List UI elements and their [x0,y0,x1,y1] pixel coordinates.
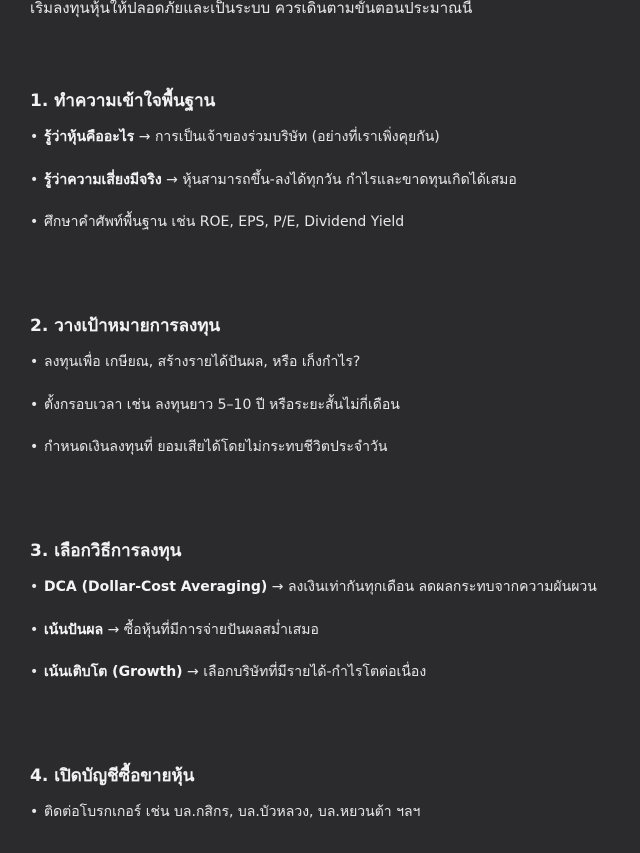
bullet-icon: • [30,439,39,455]
section-title: 2. วางเป้าหมายการลงทุน [30,316,221,336]
bullet-icon: • [30,664,39,680]
bullet-icon: • [30,621,39,638]
list-item: • รู้ว่าความเสี่ยงมีจริง → หุ้นสามารถขึ้น-ลงได้ทุกวัน กำไรและขาดทุนเกิดได้เสมอ [30,169,630,191]
section-title: 4. เปิดบัญชีซื้อขายหุ้น [30,766,195,786]
list-item: • รู้ว่าหุ้นคืออะไร → การเป็นเจ้าของร่วมบริษัท (อย่างที่เราเพิ่งคุยกัน) [30,126,630,148]
bullet-list [30,576,630,683]
list-item: • DCA (Dollar-Cost Averaging) → ลงเงินเท่ากันทุกเดือน ลดผลกระทบจากความผันผวน [30,576,630,598]
bullet-list [30,801,630,823]
intro-text: เริ่มลงทุนหุ้นให้ปลอดภัยและเป็นระบบ ควรเดินตามขั้นตอนประมาณนี้ [30,0,473,17]
list-item: • ติดต่อโบรกเกอร์ เช่น บล.กสิกร, บล.บัวหลวง, บล.หยวนต้า ฯลฯ [30,801,630,823]
bullet-icon: • [30,171,39,188]
bullet-icon: • [30,129,39,145]
bullet-icon: • [30,579,39,595]
section-2 [30,314,630,458]
list-item: • ศึกษาคำศัพท์พื้นฐาน เช่น ROE, EPS, P/E, Dividend Yield [30,211,630,233]
list-item: • กำหนดเงินลงทุนที่ ยอมเสียได้โดยไม่กระทบชีวิตประจำวัน [30,436,630,458]
bullet-icon: • [30,214,39,230]
bullet-list [30,351,630,458]
list-item: • เน้นปันผล → ซื้อหุ้นที่มีการจ่ายปันผลสม่ำเสมอ [30,619,630,641]
section-4 [30,764,630,823]
section-1 [30,89,630,233]
list-item: • เน้นเติบโต (Growth) → เลือกบริษัทที่มีรายได้-กำไรโตต่อเนื่อง [30,661,630,683]
section-title: 1. ทำความเข้าใจพื้นฐาน [30,91,216,111]
bullet-icon: • [30,396,39,413]
section-title: 3. เลือกวิธีการลงทุน [30,541,182,561]
section-3 [30,539,630,683]
list-item: • ตั้งกรอบเวลา เช่น ลงทุนยาว 5–10 ปี หรือระยะสั้นไม่กี่เดือน [30,394,630,416]
bullet-icon: • [30,354,39,370]
list-item: • ลงทุนเพื่อ เกษียณ, สร้างรายได้ปันผล, หรือ เก็งกำไร? [30,351,630,373]
bullet-list [30,126,630,233]
bullet-icon: • [30,804,39,820]
